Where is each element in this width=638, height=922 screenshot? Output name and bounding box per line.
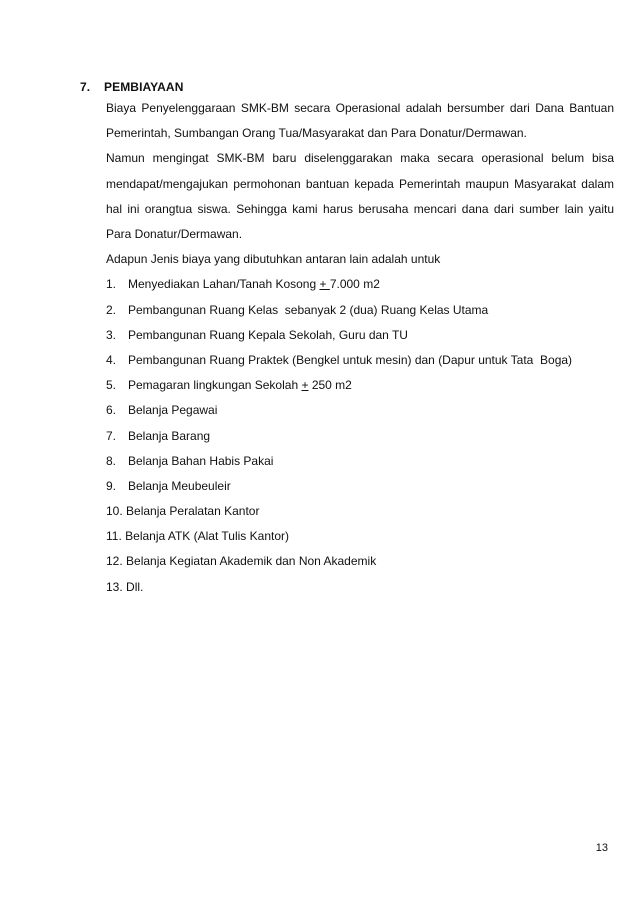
list-item bbox=[106, 575, 614, 600]
plus-minus-mark: + bbox=[301, 378, 309, 393]
list-item-text: Belanja Pegawai bbox=[128, 403, 218, 418]
list-item-number: 8. bbox=[106, 453, 117, 468]
paragraph-funding-sources: Biaya Penyelenggaraan SMK-BM secara Operasional adalah bersumber dari Dana Bantuan Pemerintah, Sumbangan Orang Tua/Masyarakat dan Para Donatur/Dermawan. bbox=[106, 101, 614, 141]
list-item-number: 5. bbox=[106, 378, 117, 393]
plus-minus-mark: + bbox=[319, 277, 330, 292]
list-item bbox=[106, 549, 614, 574]
list-item-number: 3. bbox=[106, 327, 117, 342]
section-heading bbox=[80, 80, 183, 94]
list-item-text: Pemagaran lingkungan Sekolah + 250 m2 bbox=[128, 378, 352, 393]
list-item-text: Pembangunan Ruang Praktek (Bengkel untuk mesin) dan (Dapur untuk Tata Boga) bbox=[128, 352, 573, 367]
cost-list bbox=[106, 272, 614, 599]
section-title: PEMBIAYAAN bbox=[104, 80, 184, 94]
list-item bbox=[106, 298, 614, 323]
list-item bbox=[106, 348, 614, 373]
list-item bbox=[106, 323, 614, 348]
list-item-text: Pembangunan Ruang Kelas sebanyak 2 (dua) Ruang Kelas Utama bbox=[128, 302, 489, 317]
list-item bbox=[106, 449, 614, 474]
list-item-number: 1. bbox=[106, 277, 117, 292]
list-item-text: Belanja ATK (Alat Tulis Kantor) bbox=[125, 529, 289, 544]
list-item bbox=[106, 272, 614, 297]
list-item-number: 7. bbox=[106, 428, 117, 443]
list-item-text: Belanja Barang bbox=[128, 428, 211, 443]
list-item-text: Belanja Meubeuleir bbox=[128, 478, 231, 493]
list-item-number: 4. bbox=[106, 352, 117, 367]
list-item bbox=[106, 424, 614, 449]
list-item bbox=[106, 398, 614, 423]
list-item-number: 9. bbox=[106, 478, 117, 493]
list-item-text: Menyediakan Lahan/Tanah Kosong + 7.000 m2 bbox=[128, 277, 380, 292]
list-item-text: Dll. bbox=[126, 579, 144, 594]
list-item-number: 10. bbox=[106, 504, 123, 519]
list-item bbox=[106, 499, 614, 524]
list-item bbox=[106, 373, 614, 398]
list-item bbox=[106, 524, 614, 549]
list-item-number: 12. bbox=[106, 554, 123, 569]
list-item-text: Belanja Kegiatan Akademik dan Non Akademik bbox=[126, 554, 377, 569]
list-item-number: 6. bbox=[106, 403, 117, 418]
list-item-text: Belanja Peralatan Kantor bbox=[126, 504, 260, 519]
page-number: 13 bbox=[595, 842, 608, 854]
list-intro: Adapun Jenis biaya yang dibutuhkan antaran lain adalah untuk bbox=[106, 252, 441, 267]
list-item-number: 2. bbox=[106, 302, 117, 317]
section-body bbox=[106, 96, 614, 600]
list-item-text: Belanja Bahan Habis Pakai bbox=[128, 453, 274, 468]
list-item bbox=[106, 474, 614, 499]
list-item-number: 13. bbox=[106, 579, 123, 594]
list-item-text: Pembangunan Ruang Kepala Sekolah, Guru dan TU bbox=[128, 327, 408, 342]
list-item-number: 11. bbox=[106, 529, 122, 544]
section-number: 7. bbox=[80, 80, 91, 94]
paragraph-funding-status: Namun mengingat SMK-BM baru diselenggarakan maka secara operasional belum bisa mendapat/mengajukan permohonan bantuan kepada Pemerintah maupun Masyarakat dalam hal ini orangtua siswa. Sehingga kami harus berusaha mencari dana dari sumber lain yaitu Para Donatur/Dermawan. bbox=[106, 151, 614, 242]
